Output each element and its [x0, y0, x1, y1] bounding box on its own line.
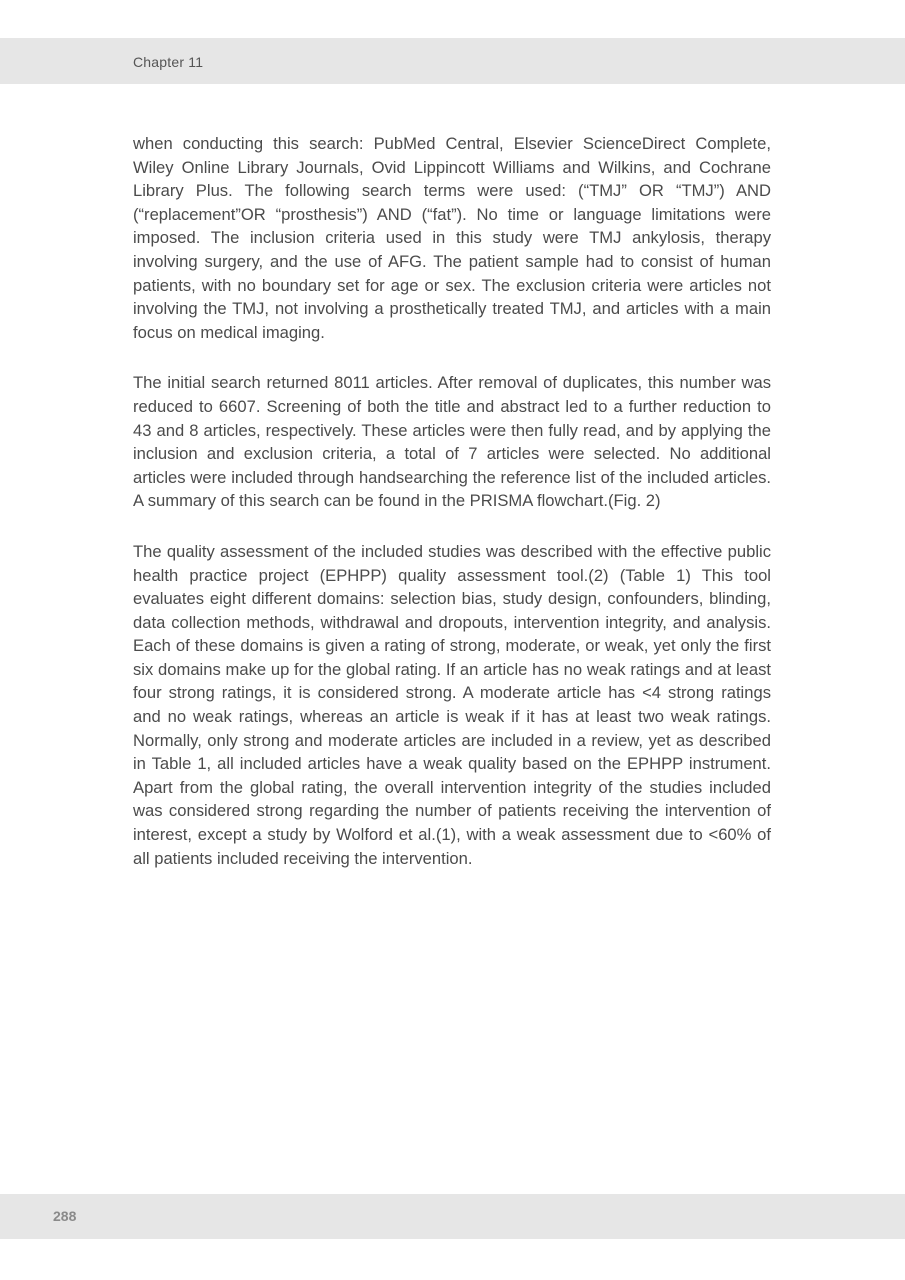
page-number: 288 — [53, 1208, 77, 1224]
paragraph-search-results: The initial search returned 8011 articles. After removal of duplicates, this number was reduced to 6607. Screening of both the title and abstract led to a further reduction to 43 and 8 articles, respectively. These articles were then fully read, and by applying the inclusion and exclusion criteria, a total of 7 articles were selected. No additional articles were included through handsearching the reference list of the included articles. A summary of this search can be found in the PRISMA flowchart.(Fig. 2) — [133, 373, 771, 511]
page-footer — [0, 1194, 905, 1239]
page-header — [0, 38, 905, 84]
chapter-label: Chapter 11 — [133, 54, 204, 70]
paragraph-search-methods: when conducting this search: PubMed Central, Elsevier ScienceDirect Complete, Wiley Online Library Journals, Ovid Lippincott Williams and Wilkins, and Cochrane Library Plus. The following search terms were used: (“TMJ” OR “TMJ”) AND (“replacement”OR “prosthesis”) AND (“fat”). No time or language limitations were imposed. The inclusion criteria used in this study were TMJ ankylosis, therapy involving surgery, and the use of AFG. The patient sample had to consist of human patients, with no boundary set for age or sex. The exclusion criteria were articles not involving the TMJ, not involving a prosthetically treated TMJ, and articles with a main focus on medical imaging. — [133, 134, 771, 342]
paragraph-quality-assessment: The quality assessment of the included studies was described with the effective public health practice project (EPHPP) quality assessment tool.(2) (Table 1) This tool evaluates eight different domains: selection bias, study design, confounders, blinding, data collection methods, withdrawal and dropouts, intervention integrity, and analysis. Each of these domains is given a rating of strong, moderate, or weak, yet only the first six domains make up for the global rating. If an article has no weak ratings and at least four strong ratings, it is considered strong. A moderate article has <4 strong ratings and no weak ratings, whereas an article is weak if it has at least two weak ratings. Normally, only strong and moderate articles are included in a review, yet as described in Table 1, all included articles have a weak quality based on the EPHPP instrument. Apart from the global rating, the overall intervention integrity of the studies included was considered strong regarding the number of patients receiving the intervention of interest, except a study by Wolford et al.(1), with a weak assessment due to <60% of all patients included receiving the intervention. — [133, 541, 771, 868]
body-text — [133, 132, 771, 897]
